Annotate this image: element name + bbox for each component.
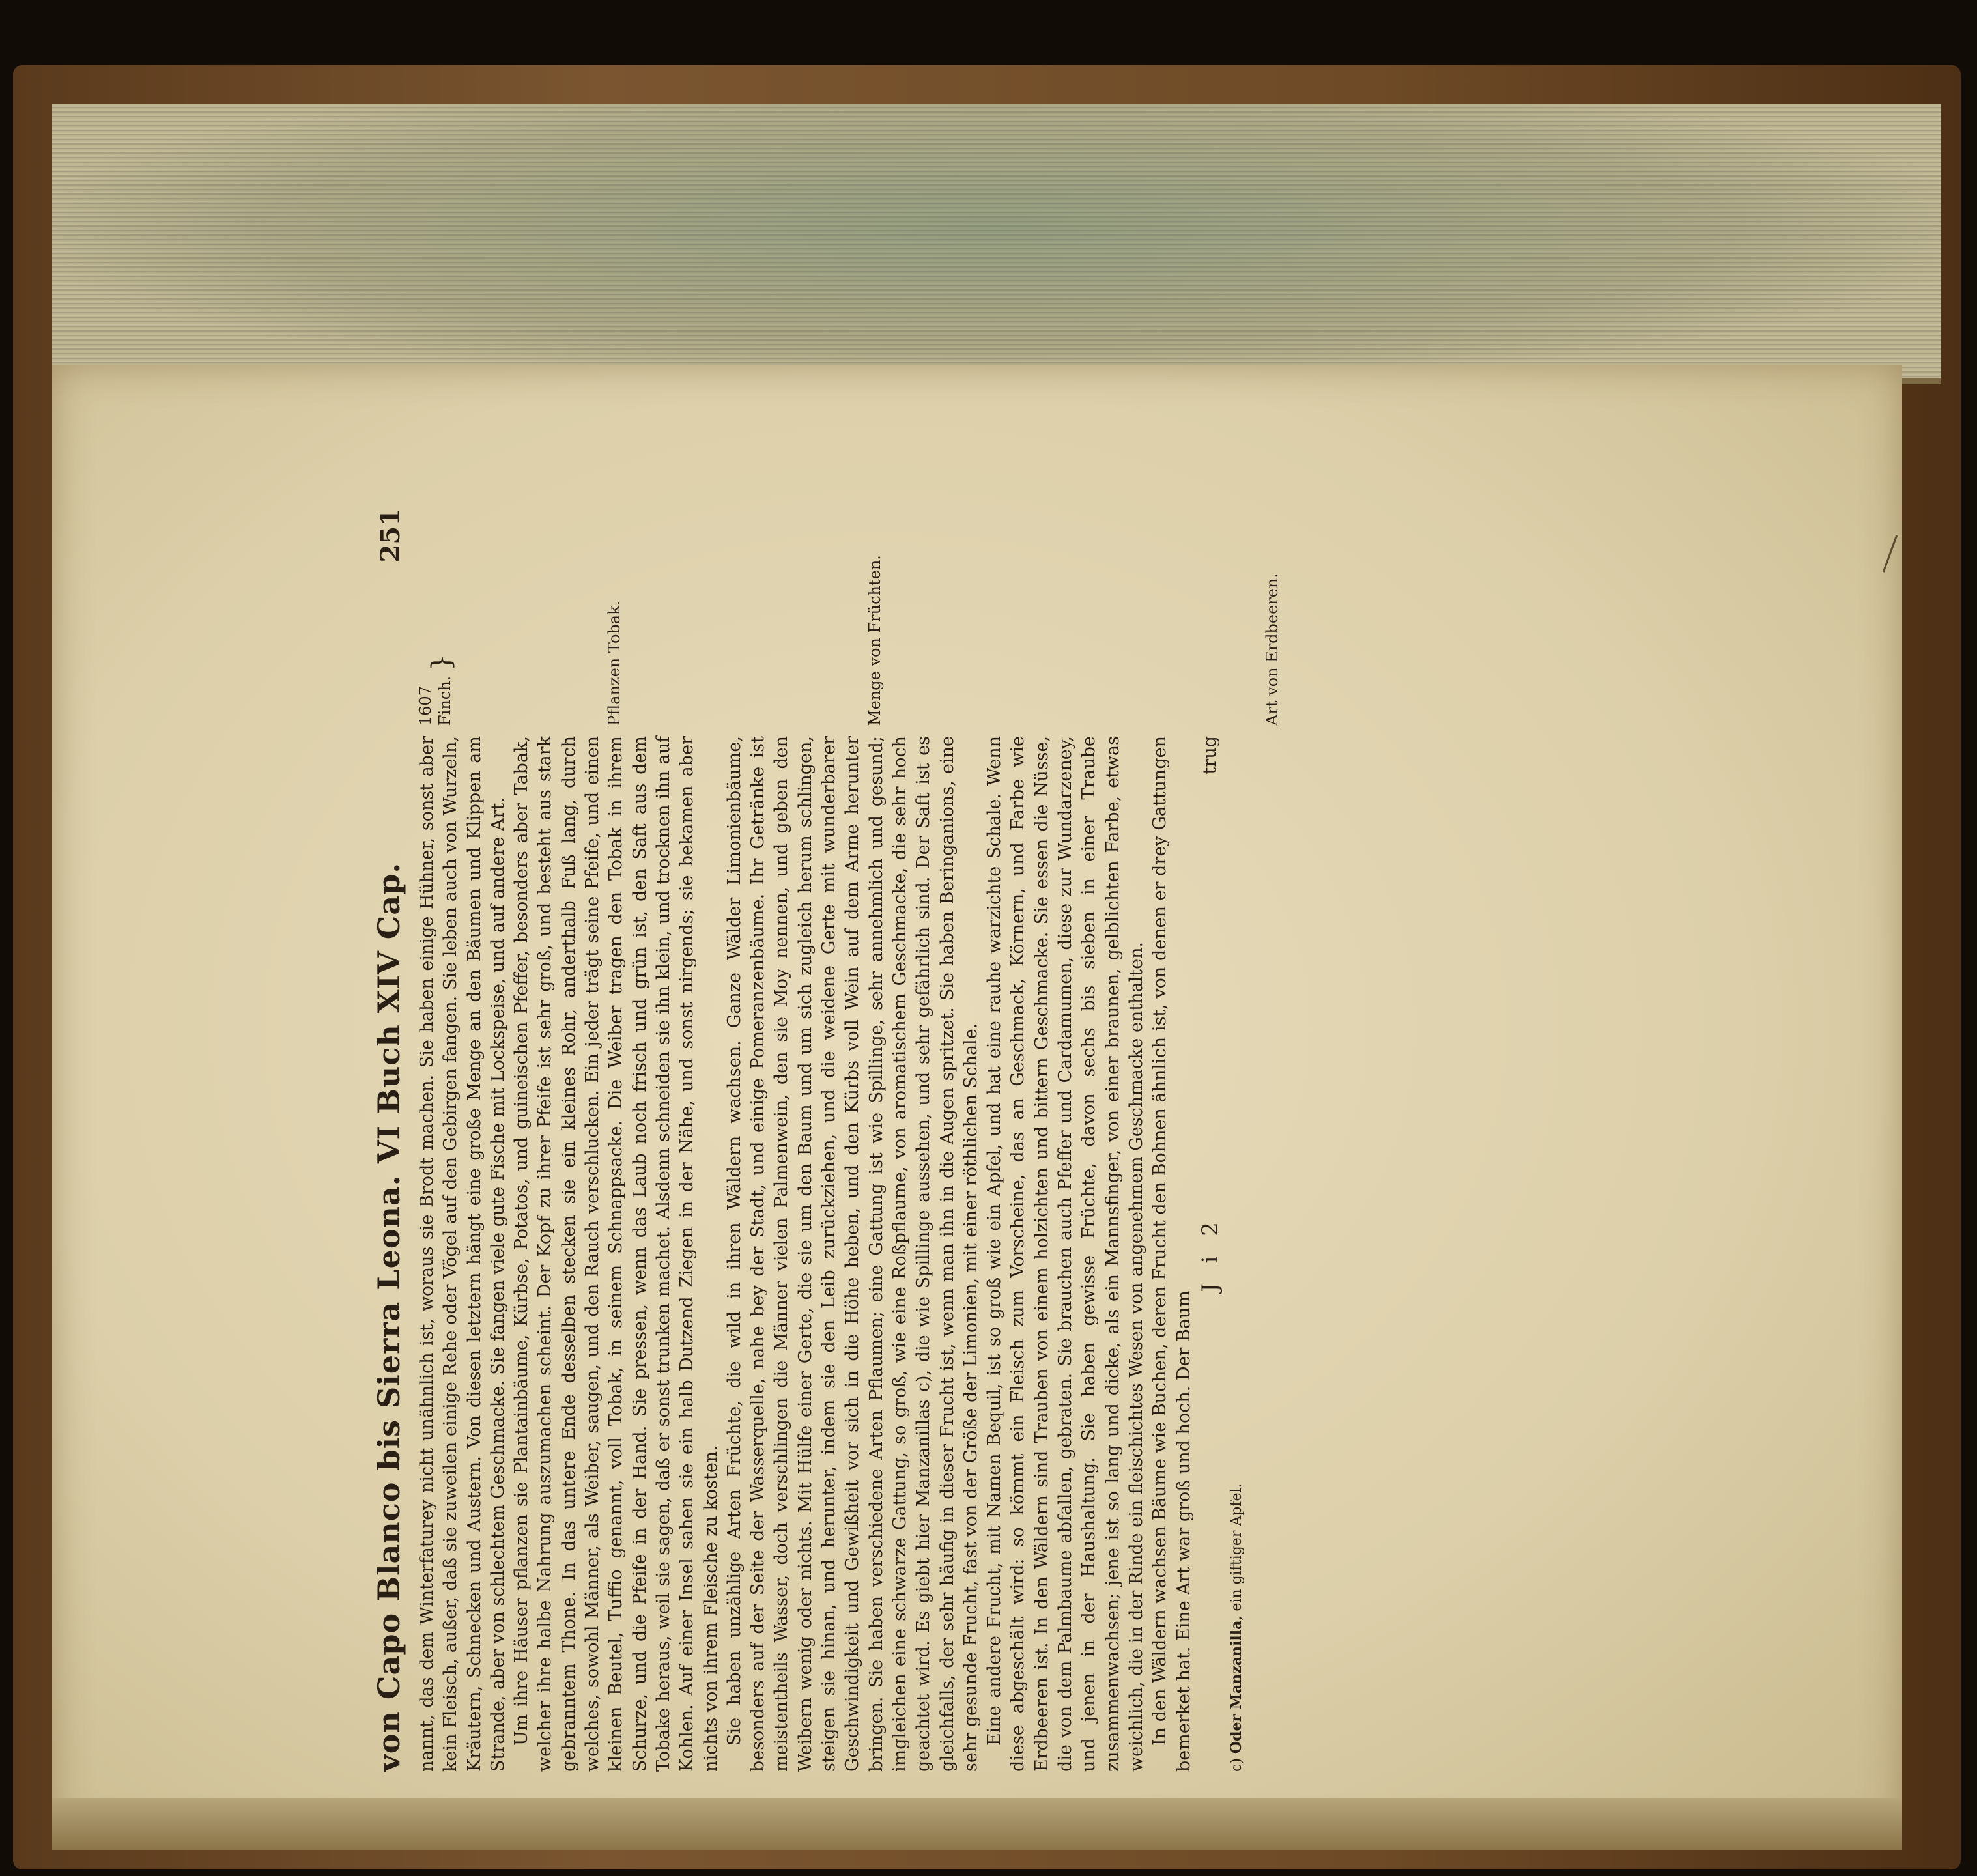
margin-note-finch: Finch. bbox=[436, 675, 454, 726]
brace-icon: } bbox=[427, 654, 457, 671]
paragraph-1: nannt, das dem Winterfaturey nicht unähnlich ist, woraus sie Brodt machen. Sie haben einige Hühner, sonst aber kein Fleisch, außer, daß sie zuweilen einige Rehe oder Vögel auf den Gebirgen fangen. Sie leben auch von Wurzeln, Kräutern, Schnecken und Austern. Von diesen letztern hängt eine große Menge an den Bäumen und Klippen am Strande, aber von schlechtem Geschmacke. Sie fangen viele gute Fische mit Lockspeise, und auf andere Art. bbox=[417, 736, 508, 1772]
margin-note-tobak: Pflanzen Tobak. bbox=[605, 600, 623, 726]
page-gutter bbox=[52, 1798, 1902, 1850]
margin-note-fruechte: Menge von Früchten. bbox=[866, 555, 884, 726]
footnote-marker: c) bbox=[1229, 1758, 1245, 1772]
paragraph-5: In den Wäldern wachsen Bäume wie Buchen, deren Frucht den Bohnen ähnlich ist, von denen er drey Gattungen bemerket hat. Eine Art war groß und hoch. Der Baum bbox=[1150, 736, 1194, 1772]
page-stack-shading bbox=[52, 104, 1941, 378]
footnote-text: , ein giftiger Apfel. bbox=[1229, 1483, 1245, 1621]
signature-mark: J i 2 bbox=[1197, 1215, 1223, 1292]
rotated-text-block bbox=[371, 508, 1281, 1772]
page-number: 251 bbox=[375, 508, 406, 563]
footnote-term: Oder Manzanilla bbox=[1228, 1620, 1245, 1754]
paragraphs bbox=[416, 736, 1249, 1772]
footnote bbox=[1225, 736, 1249, 1772]
catchword: trug bbox=[1200, 736, 1221, 775]
running-title: von Capo Blanco bis Sierra Leona. VI Buch XIV Cap. bbox=[371, 862, 406, 1772]
margin-notes bbox=[416, 530, 1281, 726]
running-head bbox=[371, 508, 406, 1772]
margin-note-year bbox=[416, 530, 455, 726]
paragraph-3: Sie haben unzählige Arten Früchte, die wild in ihren Wäldern wachsen. Ganze Wälder Limonienbäume, besonders auf der Seite der Wasserquelle, nahe bey der Stadt, und einige Pomeranzenbäume. Ihr Getränke ist meistentheils Wasser, doch verschlingen die Männer vielen Palmenwein, den sie Moy nennen, und geben den Weibern wenig oder nichts. Mit Hülfe einer Gerte, die sie um den Baum und um sich zugleich herum schlingen, steigen sie hinan, und herunter, indem sie den Leib zurückziehen, und die weidene Gerte mit wunderbarer Geschwindigkeit und Gewißheit vor sich in die Höhe heben, und den Kürbs voll Wein auf dem Arme herunter bringen. Sie haben verschiedene Arten Pflaumen; eine Gattung ist wie Spillinge, sehr annehmlich und gesund; imgleichen eine schwarze Gattung, so groß, wie eine Roßpflaume, von aromatischem Geschmacke, die sehr hoch geachtet wird. Es giebt hier Manzanillas c), die wie Spillinge aussehen, und sehr gefährlich sind. Der Saft ist es gleichfalls, der sehr häufig in dieser Frucht ist, wenn man ihn in die Augen spritzet. Sie haben Beringanions, eine sehr gesunde Frucht, fast von der Größe der Limonien, mit einer röthlichen Schale. bbox=[724, 736, 981, 1772]
margin-note-erdbeeren: Art von Erdbeeren. bbox=[1263, 573, 1281, 726]
margin-note-year-text: 1607 bbox=[416, 685, 434, 726]
paragraph-4: Eine andere Frucht, mit Namen Bequil, ist so groß wie ein Apfel, und hat eine rauhe warzichte Schale. Wenn diese abgeschält wird: so kömmt ein Fleisch zum Vorscheine, das an Geschmack, Körnern, und Farbe wie Erdbeeren ist. In den Wäldern sind Trauben von einem holzichten und bittern Geschmacke. Sie essen die Nüsse, die von dem Palmbaume abfallen, gebraten. Sie brauchen auch Pfeffer und Cardamumen, diese zur Wundarzeney, und jenen in der Haushaltung. Sie haben gewisse Früchte, davon sechs bis sieben in einer Traube zusammenwachsen; jene ist so lang und dicke, als ein Mannsfinger, von einer braunen, gelblichten Farbe, etwas weichlich, die in der Rinde ein fleischichtes Wesen von angenehmem Geschmacke enthalten. bbox=[984, 736, 1146, 1772]
paragraph-2: Um ihre Häuser pflanzen sie Plantainbäume, Kürbse, Potatos, und guineischen Pfeffer, besonders aber Tabak, welcher ihre halbe Nahrung auszumachen scheint. Der Kopf zu ihrer Pfeife ist sehr groß, und besteht aus stark gebranntem Thone. In das untere Ende desselben stecken sie ein kleines Rohr, anderthalb Fuß lang, durch welches, sowohl Männer, als Weiber, saugen, und den Rauch verschlucken. Ein jeder trägt seine Pfeife, und einen kleinen Beutel, Tuffio genannt, voll Tobak, in seinem Schnappsacke. Die Weiber tragen den Tobak in ihrem Schurze, und die Pfeife in der Hand. Sie pressen, wenn das Laub noch frisch und grün ist, den Saft aus dem Tobake heraus, weil sie sagen, daß er sonst trunken machet. Alsdenn schneiden sie ihn klein, und trocknen ihn auf Kohlen. Auf einer Insel sahen sie ein halb Dutzend Ziegen in der Nähe, und sonst nirgends; sie bekamen aber nichts von ihrem Fleische zu kosten. bbox=[511, 736, 721, 1772]
body-text bbox=[416, 508, 1281, 1772]
